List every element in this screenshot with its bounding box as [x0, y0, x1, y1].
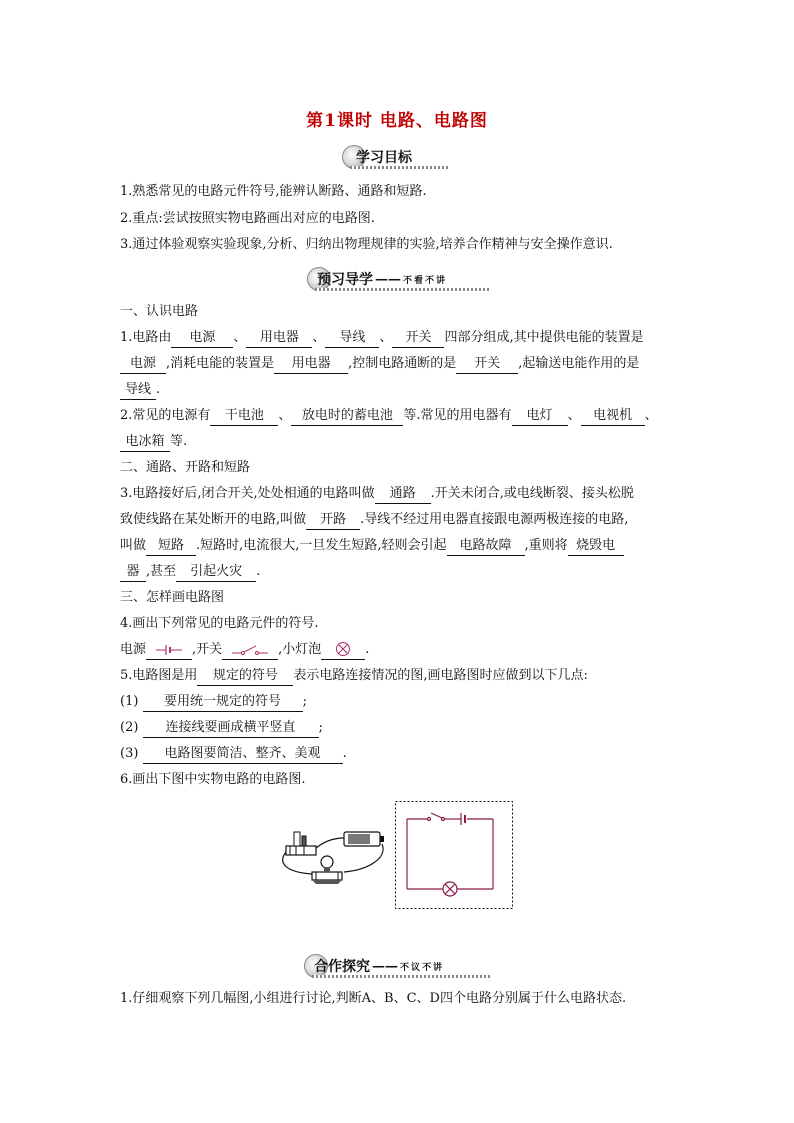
q5-item2: (2) 连接线要画成横平竖直 ;: [120, 716, 690, 740]
q3-line2: 致使线路在某处断开的电路,叫做 开路 .导线不经过用电器直接跟电源两极连接的电路,: [120, 508, 690, 532]
badge-label: 合作探究: [314, 959, 370, 975]
section-badge-preview: 预习导学 —— 不看不讲: [307, 267, 491, 291]
badge-sub: 不看不讲: [403, 275, 448, 286]
q3-line4: 器 ,甚至 引起火灾 .: [120, 560, 690, 584]
section-badge-goals: [342, 145, 450, 169]
q2-line2: 电冰箱 等.: [120, 430, 690, 454]
physical-circuit-figure: [278, 818, 390, 890]
page-title: 第1课时 电路、电路图: [306, 111, 488, 131]
badge-label: 学习目标: [356, 150, 412, 166]
heading-part1: 一、认识电路: [120, 304, 199, 319]
q4-symbols: 电源 ,开关 ,小灯泡 .: [120, 638, 690, 662]
q3-line3: 叫做 短路 .短路时,电流很大,一旦发生短路,轻则会引起 电路故障 ,重则将 烧毁电: [120, 534, 690, 558]
goal-1: 1.熟悉常见的电路元件符号,能辨认断路、通路和短路.: [120, 184, 427, 199]
circuit-diagram-figure: [395, 801, 513, 909]
q3-line1: 3.电路接好后,闭合开关,处处相通的电路叫做 通路 .开关未闭合,或电线断裂、接头松脱: [120, 482, 690, 506]
q5-item1: (1) 要用统一规定的符号 ;: [120, 690, 690, 714]
heading-part3: 三、怎样画电路图: [120, 590, 225, 605]
q1-line1: 1.电路由 电源 、 用电器 、 导线 、 开关 四部分组成,其中提供电能的装置是: [120, 326, 690, 350]
section-badge-coop: 合作探究 —— 不议不讲: [304, 954, 490, 978]
q4-text: 4.画出下列常见的电路元件的符号.: [120, 616, 319, 631]
q1-line2: 电源 ,消耗电能的装置是 用电器 ,控制电路通断的是 开关 ,起输送电能作用的是: [120, 352, 690, 376]
bulb-symbol-icon: [334, 641, 352, 659]
q5-item3: (3) 电路图要简洁、整齐、美观 .: [120, 742, 690, 766]
q5-line1: 5.电路图是用 规定的符号 表示电路连接情况的图,画电路图时应做到以下几点:: [120, 664, 690, 688]
heading-part2: 二、通路、开路和短路: [120, 460, 251, 475]
badge-label: 预习导学: [317, 272, 373, 288]
q6-text: 6.画出下图中实物电路的电路图.: [120, 772, 306, 787]
goal-2: 2.重点:尝试按照实物电路画出对应的电路图.: [120, 211, 375, 226]
q2-line1: 2.常见的电源有 干电池 、 放电时的蓄电池 等.常见的用电器有 电灯 、 电视机 、: [120, 404, 690, 428]
coop-q1: 1.仔细观察下列几幅图,小组进行讨论,判断A、B、C、D四个电路分别属于什么电路状态.: [120, 991, 627, 1006]
q1-line3: 导线 .: [120, 378, 690, 402]
badge-sub: 不议不讲: [400, 962, 445, 973]
battery-symbol-icon: [156, 643, 182, 657]
switch-symbol-icon: [232, 643, 268, 657]
goal-3: 3.通过体验观察实验现象,分析、归纳出物理规律的实验,培养合作精神与安全操作意识.: [120, 237, 613, 252]
